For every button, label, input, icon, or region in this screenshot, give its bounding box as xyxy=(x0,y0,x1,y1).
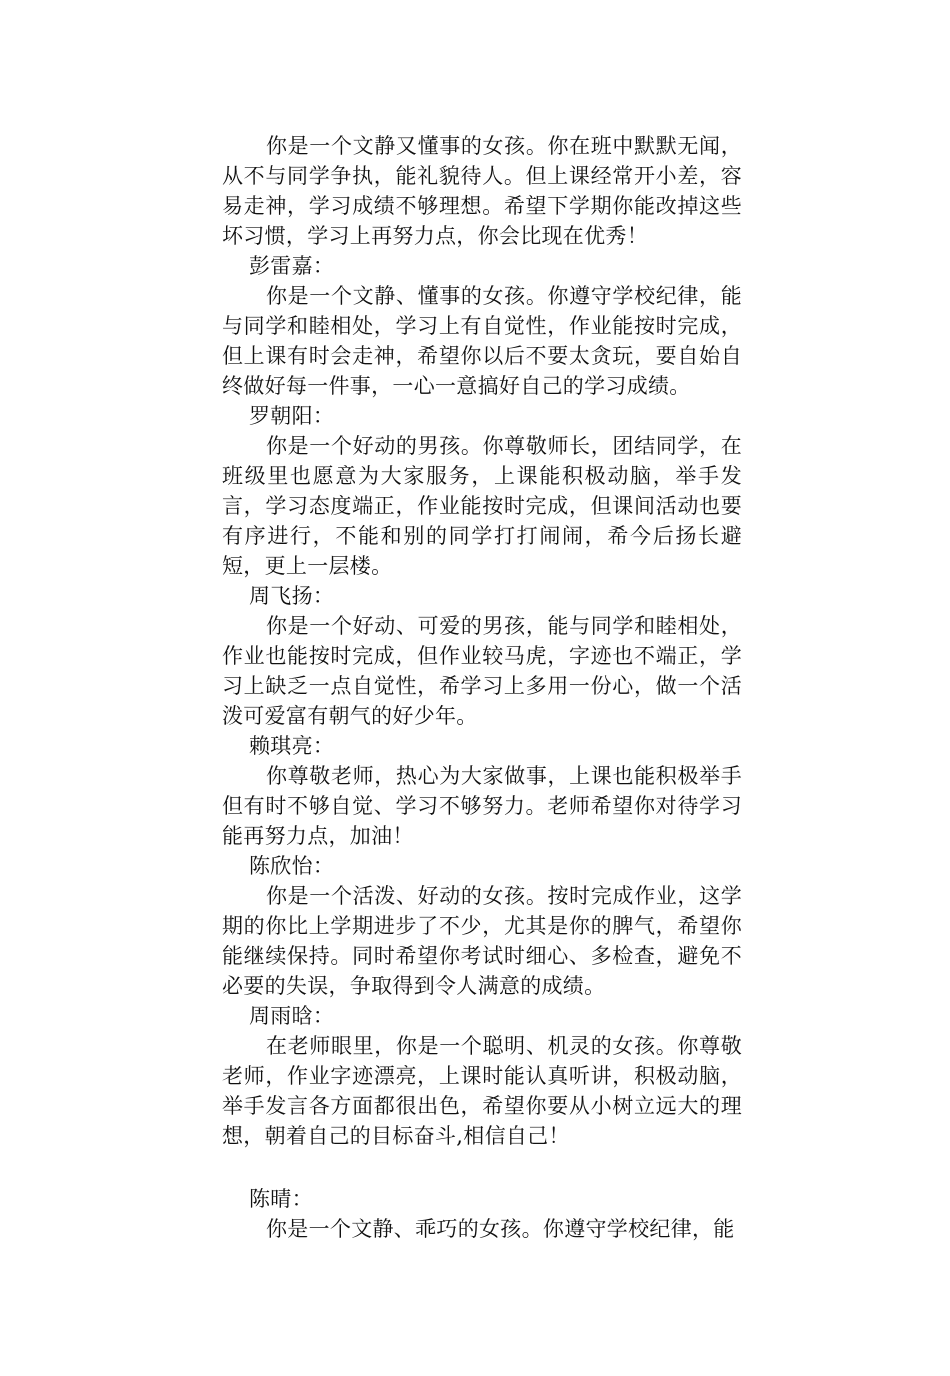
comment-paragraph: 你是一个文静又懂事的女孩。你在班中默默无闻，从不与同学争执，能礼貌待人。但上课经常开小差，容易走神，学习成绩不够理想。希望下学期你能改掉这些坏习惯，学习上再努力点，你会比现在优秀！ xyxy=(222,134,742,248)
comments-section xyxy=(222,131,742,1151)
student-name: 周飞扬： xyxy=(249,584,335,608)
comments-section-continued xyxy=(222,1184,742,1244)
student-name: 罗朝阳： xyxy=(249,404,335,428)
comment-paragraph: 在老师眼里，你是一个聪明、机灵的女孩。你尊敬老师，作业字迹漂亮，上课时能认真听讲，积极动脑，举手发言各方面都很出色，希望你要从小树立远大的理想，朝着自己的目标奋斗,相信自己！ xyxy=(222,1034,742,1148)
student-name: 陈欣怡： xyxy=(249,854,335,878)
student-name: 周雨晗： xyxy=(249,1004,335,1028)
comment-paragraph: 你是一个好动的男孩。你尊敬师长，团结同学，在班级里也愿意为大家服务，上课能积极动脑，举手发言，学习态度端正，作业能按时完成，但课间活动也要有序进行，不能和别的同学打打闹闹，希今后扬长避短，更上一层楼。 xyxy=(222,434,742,578)
student-name: 赖琪亮： xyxy=(249,734,335,758)
comment-paragraph: 你是一个活泼、好动的女孩。按时完成作业，这学期的你比上学期进步了不少，尤其是你的脾气，希望你能继续保持。同时希望你考试时细心、多检查，避免不必要的失误，争取得到令人满意的成绩。 xyxy=(222,884,742,998)
comment-paragraph: 你尊敬老师，热心为大家做事，上课也能积极举手但有时不够自觉、学习不够努力。老师希望你对待学习能再努力点，加油！ xyxy=(222,764,742,848)
comment-paragraph: 你是一个好动、可爱的男孩，能与同学和睦相处，作业也能按时完成，但作业较马虎，字迹也不端正，学习上缺乏一点自觉性，希学习上多用一份心，做一个活泼可爱富有朝气的好少年。 xyxy=(222,614,742,728)
comment-paragraph: 你是一个文静、乖巧的女孩。你遵守学校纪律，能 xyxy=(266,1217,735,1241)
student-name: 彭雷嘉： xyxy=(249,254,335,278)
student-name: 陈晴： xyxy=(249,1187,313,1211)
comment-paragraph: 你是一个文静、懂事的女孩。你遵守学校纪律，能与同学和睦相处，学习上有自觉性，作业能按时完成，但上课有时会走神，希望你以后不要太贪玩，要自始自终做好每一件事，一心一意搞好自己的学习成绩。 xyxy=(222,284,742,398)
